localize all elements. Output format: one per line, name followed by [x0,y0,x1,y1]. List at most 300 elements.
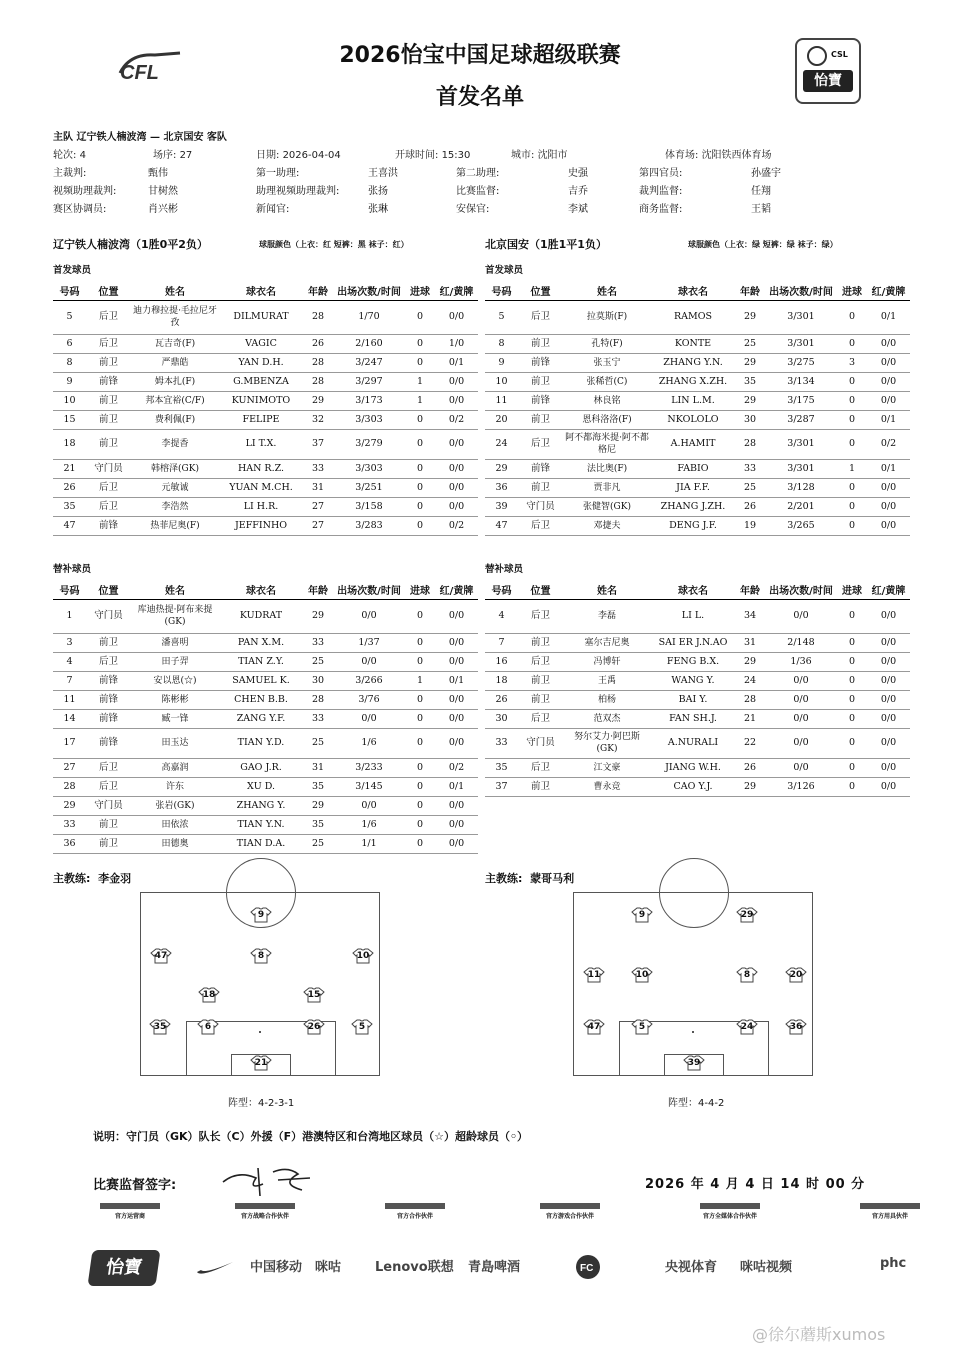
player-age: 37 [303,429,333,459]
table-row [485,599,910,633]
player-position: 守门员 [518,728,563,758]
player-goals: 0 [405,478,435,497]
table-row [53,815,478,834]
player-name: 安以恩(☆) [131,671,219,690]
column-header: 姓名 [131,282,219,300]
player-shirt-name: TIAN Z.Y. [219,652,303,671]
player-age: 29 [303,391,333,410]
player-name: 柏杨 [563,690,651,709]
player-position: 前卫 [86,410,131,429]
player-cards: 0/2 [435,516,478,535]
player-appearances: 1/70 [333,300,405,334]
official-name: 甘树然 [148,185,178,197]
player-position: 前卫 [518,690,563,709]
player-shirt-icon [683,1055,705,1071]
sponsor-logo: phc [880,1256,907,1271]
player-shirt-icon [250,948,272,964]
player-name: 孔特(F) [563,334,651,353]
player-shirt-icon [150,948,172,964]
player-position: 后卫 [518,709,563,728]
player-name: 邦本宜裕(C/F) [131,391,219,410]
partner-bar [385,1203,445,1209]
player-shirt-name: ZHANG J.ZH. [651,497,735,516]
player-shirt-name: CAO Y.J. [651,777,735,796]
player-age: 29 [735,300,765,334]
column-header: 进球 [405,581,435,599]
table-row [53,478,478,497]
player-number: 21 [53,459,86,478]
player-position: 后卫 [86,497,131,516]
official-name: 李斌 [568,203,588,215]
sponsor-logo: Lenovo联想 [375,1260,454,1275]
player-appearances: 3/266 [333,671,405,690]
player-cards: 0/0 [867,728,910,758]
player-shirt-icon [631,967,653,983]
player-age: 22 [735,728,765,758]
player-cards: 0/0 [867,709,910,728]
match-info [53,126,913,216]
player-cards: 0/0 [435,599,478,633]
official-role: 比赛监督: [456,185,500,197]
table-header-row [485,282,910,300]
player-shirt-icon [631,1019,653,1035]
player-appearances: 0/0 [765,690,837,709]
player-appearances: 2/201 [765,497,837,516]
player-shirt-name: NKOLOLO [651,410,735,429]
player-goals: 0 [405,758,435,777]
player-position: 后卫 [86,777,131,796]
table-row [53,599,478,633]
player-appearances: 1/36 [765,652,837,671]
table-header-row [53,282,478,300]
column-header: 出场次数/时间 [765,282,837,300]
shirt-number: 10 [635,970,649,980]
player-cards: 0/1 [435,353,478,372]
player-number: 5 [53,300,86,334]
table-row [53,459,478,478]
signature-image [218,1160,318,1200]
player-number: 4 [485,599,518,633]
player-cards: 1/0 [435,334,478,353]
table-row [485,478,910,497]
player-goals: 1 [837,459,867,478]
player-appearances: 3/134 [765,372,837,391]
player-age: 29 [303,796,333,815]
player-age: 33 [303,709,333,728]
table-row [485,429,910,459]
column-header: 年龄 [735,581,765,599]
partner-label: 官方游戏合作伙伴 [545,1213,594,1220]
column-header: 进球 [837,282,867,300]
column-header: 出场次数/时间 [765,581,837,599]
player-age: 26 [735,497,765,516]
player-goals: 0 [405,796,435,815]
player-appearances: 3/275 [765,353,837,372]
player-name: 田玉达 [131,728,219,758]
player-shirt-icon [149,1019,171,1035]
column-header: 红/黄牌 [435,282,478,300]
official-name: 任翔 [751,185,771,197]
player-appearances: 3/301 [765,459,837,478]
player-appearances: 3/76 [333,690,405,709]
kickoff-value: 15:30 [441,149,471,161]
player-number: 47 [53,516,86,535]
player-age: 33 [735,459,765,478]
home-starters-label: 首发球员 [53,265,92,276]
csl-logo-brand: 怡寶 [803,70,853,92]
partner-label: 官方运营商 [114,1213,145,1220]
player-shirt-icon [736,967,758,983]
player-appearances: 1/37 [333,633,405,652]
player-goals: 0 [405,497,435,516]
player-number: 11 [53,690,86,709]
player-cards: 0/0 [867,690,910,709]
penalty-spot [692,1031,694,1033]
ea-logo-icon [575,1254,601,1280]
column-header: 姓名 [563,282,651,300]
player-position: 前锋 [518,353,563,372]
player-position: 前卫 [518,777,563,796]
player-cards: 0/1 [867,300,910,334]
player-goals: 0 [837,599,867,633]
player-number: 37 [485,777,518,796]
shirt-number: 24 [740,1022,754,1032]
player-age: 29 [735,777,765,796]
player-appearances: 3/303 [333,410,405,429]
player-cards: 0/2 [435,758,478,777]
table-row [485,497,910,516]
player-shirt-name: JEFFINHO [219,516,303,535]
shirt-number: 29 [740,910,754,920]
player-number: 33 [53,815,86,834]
player-goals: 0 [837,391,867,410]
csl-logo-text: CSL [831,50,848,59]
page-subtitle: 首发名单 [435,85,524,110]
player-goals: 0 [405,353,435,372]
table-row [53,353,478,372]
player-appearances: 3/145 [333,777,405,796]
player-number: 9 [53,372,86,391]
player-name: 李磊 [563,599,651,633]
player-shirt-icon [583,1019,605,1035]
home-starters-table [53,282,478,536]
player-appearances: 0/0 [765,671,837,690]
player-name: 曹永竞 [563,777,651,796]
official-role: 安保官: [456,203,490,215]
player-shirt-icon [303,1019,325,1035]
player-position: 后卫 [518,300,563,334]
table-row [53,429,478,459]
official-name: 王韬 [751,203,771,215]
player-age: 28 [735,429,765,459]
player-goals: 0 [837,300,867,334]
player-shirt-name: KUDRAT [219,599,303,633]
player-appearances: 3/158 [333,497,405,516]
player-position: 前卫 [86,391,131,410]
player-age: 32 [303,410,333,429]
player-goals: 0 [405,777,435,796]
player-cards: 0/0 [867,777,910,796]
away-pitch [573,892,813,1076]
column-header: 红/黄牌 [435,581,478,599]
player-shirt-name: YUAN M.CH. [219,478,303,497]
official-name: 孙盛宇 [751,167,781,179]
shirt-number: 21 [254,1058,268,1068]
table-row [53,758,478,777]
match-no-label: 场序: [153,149,177,161]
player-shirt-name: G.MBENZA [219,372,303,391]
player-shirt-icon [352,948,374,964]
player-name: 迪力穆拉提·毛拉尼牙孜 [131,300,219,334]
player-number: 9 [485,353,518,372]
player-shirt-name: YAN D.H. [219,353,303,372]
player-name: 邓捷夫 [563,516,651,535]
table-row [485,516,910,535]
table-row [485,728,910,758]
player-name: 张岩(GK) [131,796,219,815]
player-position: 前卫 [86,834,131,853]
official-role: 赛区协调员: [53,203,107,215]
player-number: 6 [53,334,86,353]
table-row [53,709,478,728]
table-row [485,410,910,429]
player-age: 31 [735,633,765,652]
player-shirt-name: LI H.R. [219,497,303,516]
player-goals: 0 [405,633,435,652]
column-header: 姓名 [131,581,219,599]
player-cards: 0/0 [435,497,478,516]
player-name: 恩科洛洛(F) [563,410,651,429]
player-shirt-name: BAI Y. [651,690,735,709]
player-age: 29 [735,391,765,410]
player-name: 臧一锋 [131,709,219,728]
player-number: 36 [53,834,86,853]
partner-bar [100,1203,160,1209]
column-header: 位置 [86,282,131,300]
player-position: 后卫 [86,478,131,497]
table-row [485,372,910,391]
player-cards: 0/0 [435,690,478,709]
player-number: 7 [53,671,86,690]
player-name: 贾非凡 [563,478,651,497]
player-appearances: 3/287 [765,410,837,429]
player-number: 5 [485,300,518,334]
away-subs-label: 替补球员 [485,564,524,575]
player-cards: 0/0 [435,815,478,834]
player-appearances: 3/265 [765,516,837,535]
player-number: 10 [485,372,518,391]
player-goals: 0 [837,777,867,796]
player-cards: 0/0 [867,391,910,410]
player-appearances: 0/0 [333,709,405,728]
official-name: 肖兴彬 [148,203,178,215]
player-number: 33 [485,728,518,758]
player-shirt-name: HAN R.Z. [219,459,303,478]
player-cards: 0/0 [867,478,910,497]
table-header-row [53,581,478,599]
player-position: 前卫 [518,372,563,391]
away-subs-table [485,581,910,797]
player-shirt-name: FABIO [651,459,735,478]
player-cards: 0/0 [867,671,910,690]
column-header: 红/黄牌 [867,282,910,300]
watermark: @徐尔蘑斯xumos [752,1325,886,1344]
shirt-number: 36 [789,1022,803,1032]
player-goals: 3 [837,353,867,372]
player-shirt-name: LIN L.M. [651,391,735,410]
player-number: 39 [485,497,518,516]
shirt-number: 9 [638,910,646,920]
table-row [53,777,478,796]
player-position: 后卫 [86,652,131,671]
player-number: 4 [53,652,86,671]
player-position: 前锋 [518,391,563,410]
player-position: 前卫 [518,334,563,353]
official-cell [456,164,639,179]
player-name: 范双杰 [563,709,651,728]
player-number: 26 [53,478,86,497]
player-goals: 0 [405,334,435,353]
player-number: 18 [485,671,518,690]
partner-bar [700,1203,760,1209]
page-title: 2026怡宝中国足球超级联赛 [339,43,621,68]
player-shirt-name: A.NURALI [651,728,735,758]
shirt-number: 10 [356,951,370,961]
player-name: 热菲尼奥(F) [131,516,219,535]
column-header: 出场次数/时间 [333,282,405,300]
table-row [485,633,910,652]
official-name: 吉乔 [568,185,588,197]
shirt-number: 8 [743,970,751,980]
player-goals: 0 [405,690,435,709]
player-name: 韩榕泽(GK) [131,459,219,478]
official-role: 主裁判: [53,167,87,179]
player-number: 8 [485,334,518,353]
player-number: 20 [485,410,518,429]
player-shirt-icon [250,1055,272,1071]
player-cards: 0/0 [867,652,910,671]
player-goals: 0 [837,690,867,709]
official-name: 史强 [568,167,588,179]
player-position: 前卫 [86,633,131,652]
player-cards: 0/0 [435,478,478,497]
player-appearances: 2/160 [333,334,405,353]
player-goals: 1 [405,671,435,690]
player-cards: 0/1 [867,410,910,429]
player-goals: 0 [405,599,435,633]
table-row [53,391,478,410]
official-cell [639,182,839,197]
away-starters-table [485,282,910,536]
player-age: 26 [303,334,333,353]
player-name: 冯博轩 [563,652,651,671]
cfl-logo-text: CFL [120,62,159,84]
player-number: 18 [53,429,86,459]
home-pitch [140,892,380,1076]
player-cards: 0/0 [867,516,910,535]
player-age: 30 [303,671,333,690]
player-cards: 0/0 [867,353,910,372]
player-number: 28 [53,777,86,796]
sponsor-logo: 央视体育 [665,1260,718,1275]
table-row [53,728,478,758]
official-cell [456,182,639,197]
player-appearances: 3/297 [333,372,405,391]
player-shirt-name: LI T.X. [219,429,303,459]
column-header: 进球 [405,282,435,300]
column-header: 红/黄牌 [867,581,910,599]
player-name: 努尔艾力·阿巴斯(GK) [563,728,651,758]
column-header: 号码 [485,581,518,599]
player-age: 25 [303,834,333,853]
player-age: 25 [735,334,765,353]
player-shirt-name: KUNIMOTO [219,391,303,410]
city-value: 沈阳市 [537,149,568,161]
player-cards: 0/0 [435,728,478,758]
venue-label: 体育场: [665,149,699,161]
player-number: 17 [53,728,86,758]
official-cell [256,182,456,197]
player-position: 后卫 [86,300,131,334]
away-coach [485,870,574,886]
penalty-spot [259,1031,261,1033]
player-name: 元敏诚 [131,478,219,497]
player-shirt-name: SAMUEL K. [219,671,303,690]
player-name: 严鼎皓 [131,353,219,372]
player-shirt-icon [583,967,605,983]
player-age: 19 [735,516,765,535]
player-number: 27 [53,758,86,777]
away-team-name: 北京国安（1胜1平1负） [485,238,607,251]
player-position: 后卫 [86,758,131,777]
player-position: 后卫 [518,758,563,777]
table-row [485,709,910,728]
player-position: 前锋 [86,728,131,758]
player-name: 潘喜明 [131,633,219,652]
shirt-number: 39 [687,1058,701,1068]
player-position: 前卫 [86,815,131,834]
column-header: 球衣名 [219,581,303,599]
player-position: 后卫 [518,516,563,535]
partner-bar [540,1203,600,1209]
player-shirt-name: PAN X.M. [219,633,303,652]
table-row [53,671,478,690]
match-meta-row [53,144,913,162]
partner-bar [860,1203,920,1209]
player-name: 王禹 [563,671,651,690]
officials-row [53,162,913,180]
player-shirt-icon [736,1019,758,1035]
partner-category [100,1203,160,1220]
official-role: 商务监督: [639,203,683,215]
official-role: 裁判监督: [639,185,683,197]
player-shirt-name: TIAN Y.N. [219,815,303,834]
official-cell [53,200,256,215]
player-goals: 0 [837,633,867,652]
column-header: 位置 [518,581,563,599]
player-number: 47 [485,516,518,535]
home-subs-label: 替补球员 [53,564,92,575]
player-position: 前锋 [86,709,131,728]
player-name: 陈彬彬 [131,690,219,709]
player-appearances: 3/247 [333,353,405,372]
date-label: 日期: [256,149,280,161]
table-row [53,410,478,429]
center-circle [659,858,729,928]
table-row [53,372,478,391]
player-goals: 0 [837,334,867,353]
kickoff-label: 开球时间: [395,149,439,161]
